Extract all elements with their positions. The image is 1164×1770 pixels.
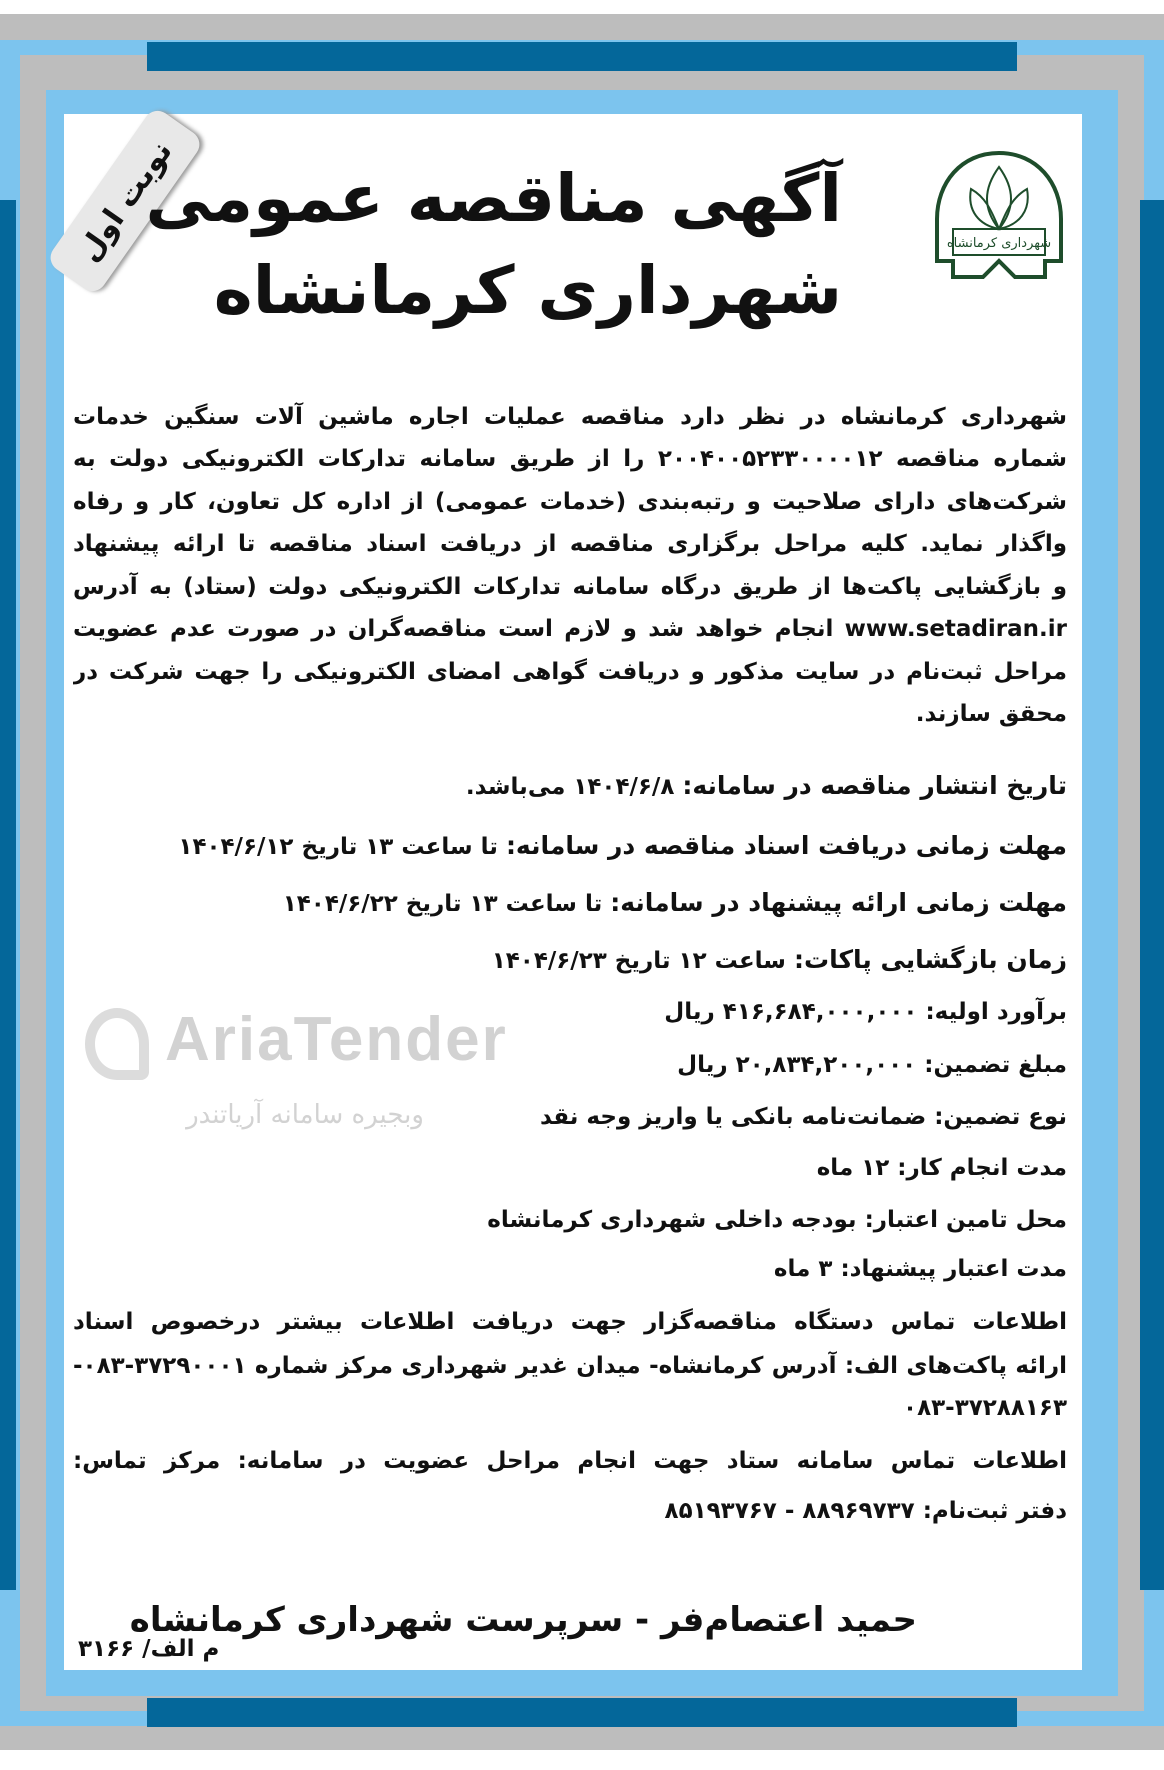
field-estimate	[560, 994, 1067, 1030]
contact-line: دفتر ثبت‌نام: ۸۸۹۶۹۷۳۷ - ۸۵۱۹۳۷۶۷	[664, 1498, 1067, 1524]
intro-line: www.setadiran.ir انجام خواهد شد و لازم است مناقصه‌گران در صورت عدم عضویت	[73, 616, 1067, 642]
field-label: محل تامین اعتبار:	[864, 1207, 1067, 1233]
page-title: آگهی مناقصه عمومی	[145, 160, 842, 237]
field-duration	[560, 1150, 1067, 1186]
field-docs-deadline	[73, 828, 1067, 864]
signature: حمید اعتصام‌فر - سرپرست شهرداری کرمانشاه	[129, 1600, 917, 1640]
field-label: نوع تضمین:	[934, 1104, 1067, 1130]
field-guarantee-amount	[560, 1047, 1067, 1083]
field-label: زمان بازگشایی پاکات:	[793, 945, 1067, 974]
intro-line: محقق سازند.	[915, 701, 1067, 727]
field-label: تاریخ انتشار مناقصه در سامانه:	[682, 771, 1067, 800]
frame-right-bar	[1140, 200, 1164, 1590]
contact-line: اطلاعات تماس دستگاه مناقصه‌گزار جهت دریافت اطلاعات بیشتر درخصوص اسناد	[73, 1309, 1067, 1335]
field-label: مدت انجام کار:	[897, 1155, 1067, 1181]
intro-line: شرکت‌های دارای صلاحیت و رتبه‌بندی (خدمات عمومی) از اداره کل تعاون، کار و رفاه	[73, 489, 1067, 515]
field-validity	[73, 1251, 1067, 1287]
field-opening-time	[73, 942, 1067, 978]
field-label: مهلت زمانی دریافت اسناد مناقصه در سامانه:	[505, 831, 1067, 860]
watermark-brand: AriaTender	[165, 1005, 508, 1074]
frame-left-bar	[0, 200, 16, 1590]
contact-line: ارائه پاکت‌های الف: آدرس کرمانشاه- میدان غدیر شهرداری مرکز شماره ۳۷۲۹۰۰۰۱-۰۸۳-	[73, 1353, 1067, 1379]
frame-top-bar	[147, 42, 1017, 71]
field-value: تا ساعت ۱۳ تاریخ ۱۴۰۴/۶/۱۲	[178, 834, 498, 860]
field-value: ۲۰,۸۳۴,۲۰۰,۰۰۰ ریال	[677, 1052, 917, 1078]
intro-line: شهرداری کرمانشاه در نظر دارد مناقصه عملیات اجاره ماشین آلات سنگین خدمات	[73, 404, 1067, 430]
contact-line: اطلاعات تماس سامانه ستاد جهت انجام مراحل عضویت در سامانه: مرکز تماس:	[73, 1448, 1067, 1474]
field-value: ۴۱۶,۶۸۴,۰۰۰,۰۰۰ ریال	[664, 999, 918, 1025]
frame-bottom-bar	[147, 1698, 1017, 1727]
municipality-logo-icon	[931, 149, 1067, 286]
field-publish-date	[73, 768, 1067, 804]
field-value: ۱۴۰۴/۶/۸ می‌باشد.	[465, 774, 675, 800]
page-subtitle: شهرداری کرمانشاه	[213, 252, 842, 329]
field-value: ۱۲ ماه	[816, 1155, 890, 1181]
reference-number: م الف/ ۳۱۶۶	[78, 1636, 220, 1662]
field-value: تا ساعت ۱۳ تاریخ ۱۴۰۴/۶/۲۲	[282, 891, 603, 917]
field-value: ضمانت‌نامه بانکی یا واریز وجه نقد	[539, 1104, 927, 1130]
field-value: ساعت ۱۲ تاریخ ۱۴۰۴/۶/۲۳	[491, 948, 786, 974]
field-label: مدت اعتبار پیشنهاد:	[840, 1256, 1067, 1282]
logo-text: شهرداری کرمانشاه	[946, 236, 1052, 251]
issue-badge: نوبت اول	[45, 105, 205, 296]
field-label: مهلت زمانی ارائه پیشنهاد در سامانه:	[610, 888, 1067, 917]
field-guarantee-type	[539, 1099, 1067, 1135]
intro-line: واگذار نماید. کلیه مراحل برگزاری مناقصه از دریافت اسناد مناقصه تا ارائه پیشنهاد	[73, 531, 1067, 557]
field-value: بودجه داخلی شهرداری کرمانشاه	[487, 1207, 857, 1233]
intro-line: و بازگشایی پاکت‌ها از طریق درگاه سامانه تدارکات الکترونیکی دولت (ستاد) به آدرس	[73, 574, 1067, 600]
field-label: برآورد اولیه:	[925, 999, 1067, 1025]
watermark-tagline: وبجیره سامانه آریاتندر	[186, 1100, 424, 1130]
intro-line: شماره مناقصه ۲۰۰۴۰۰۵۲۳۳۰۰۰۰۱۲ را از طریق سامانه تدارکات الکترونیکی دولت به	[73, 446, 1067, 472]
field-value: ۳ ماه	[773, 1256, 833, 1282]
field-bid-deadline	[73, 885, 1067, 921]
field-label: مبلغ تضمین:	[924, 1052, 1067, 1078]
intro-line: مراحل ثبت‌نام در سایت مذکور و دریافت گواهی امضای الکترونیکی را جهت شرکت در	[73, 659, 1067, 685]
contact-line: ۰۸۳-۳۷۲۸۸۱۶۳	[903, 1395, 1067, 1421]
field-funding	[73, 1202, 1067, 1238]
